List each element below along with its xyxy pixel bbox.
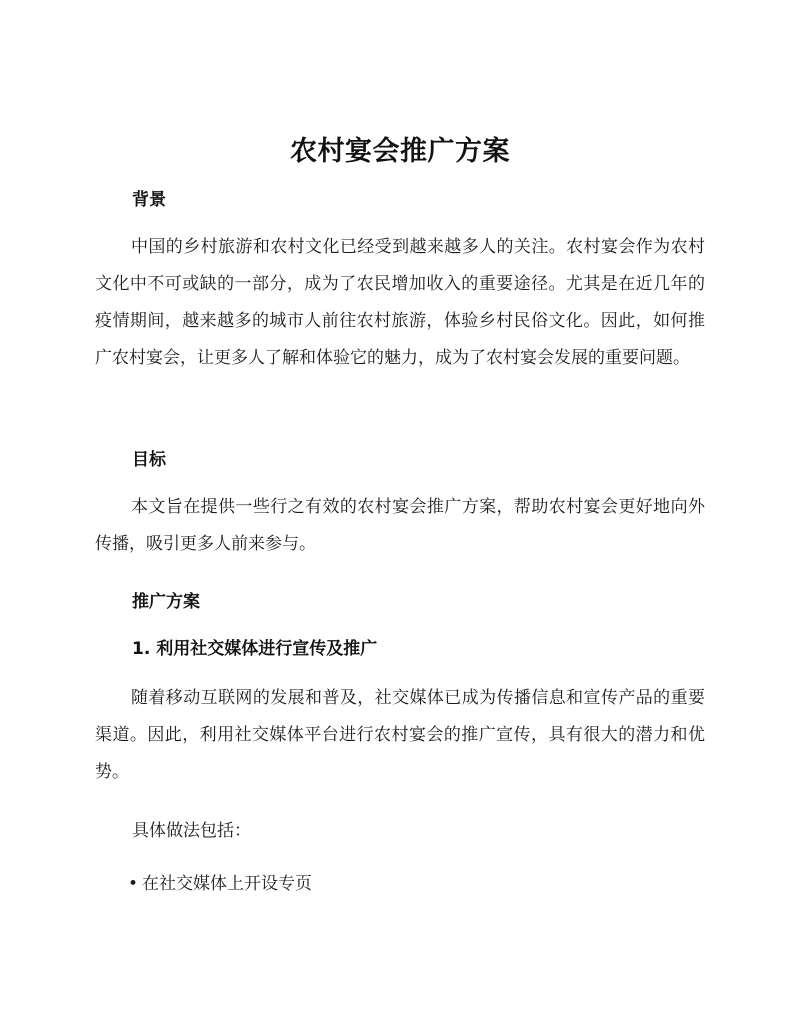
section-heading-background: 背景 [132, 190, 166, 210]
paragraph-social-media: 随着移动互联网的发展和普及，社交媒体已成为传播信息和宣传产品的重要渠道。因此，利用社交媒体平台进行农村宴会的推广宣传，具有很大的潜力和优势。 [95, 688, 705, 782]
document-title: 农村宴会推广方案 [290, 136, 510, 167]
bullet-icon: • [128, 874, 139, 894]
paragraph-background: 中国的乡村旅游和农村文化已经受到越来越多人的关注。农村宴会作为农村文化中不可或缺的一部分，成为了农民增加收入的重要途径。尤其是在近几年的疫情期间，越来越多的城市人前往农村旅游，体验乡村民俗文化。因此，如何推广农村宴会，让更多人了解和体验它的魅力，成为了农村宴会发展的重要问题。 [95, 237, 705, 368]
list-item [128, 872, 312, 896]
section-heading-plan: 推广方案 [132, 592, 200, 612]
section-heading-goal: 目标 [132, 450, 166, 470]
subsection-heading-social-media: 1. 利用社交媒体进行宣传及推广 [132, 639, 378, 659]
paragraph-goal: 本文旨在提供一些行之有效的农村宴会推广方案，帮助农村宴会更好地向外传播，吸引更多人前来参与。 [95, 497, 705, 554]
methods-intro: 具体做法包括： [132, 821, 251, 841]
list-item-text: 在社交媒体上开设专页 [142, 874, 313, 894]
